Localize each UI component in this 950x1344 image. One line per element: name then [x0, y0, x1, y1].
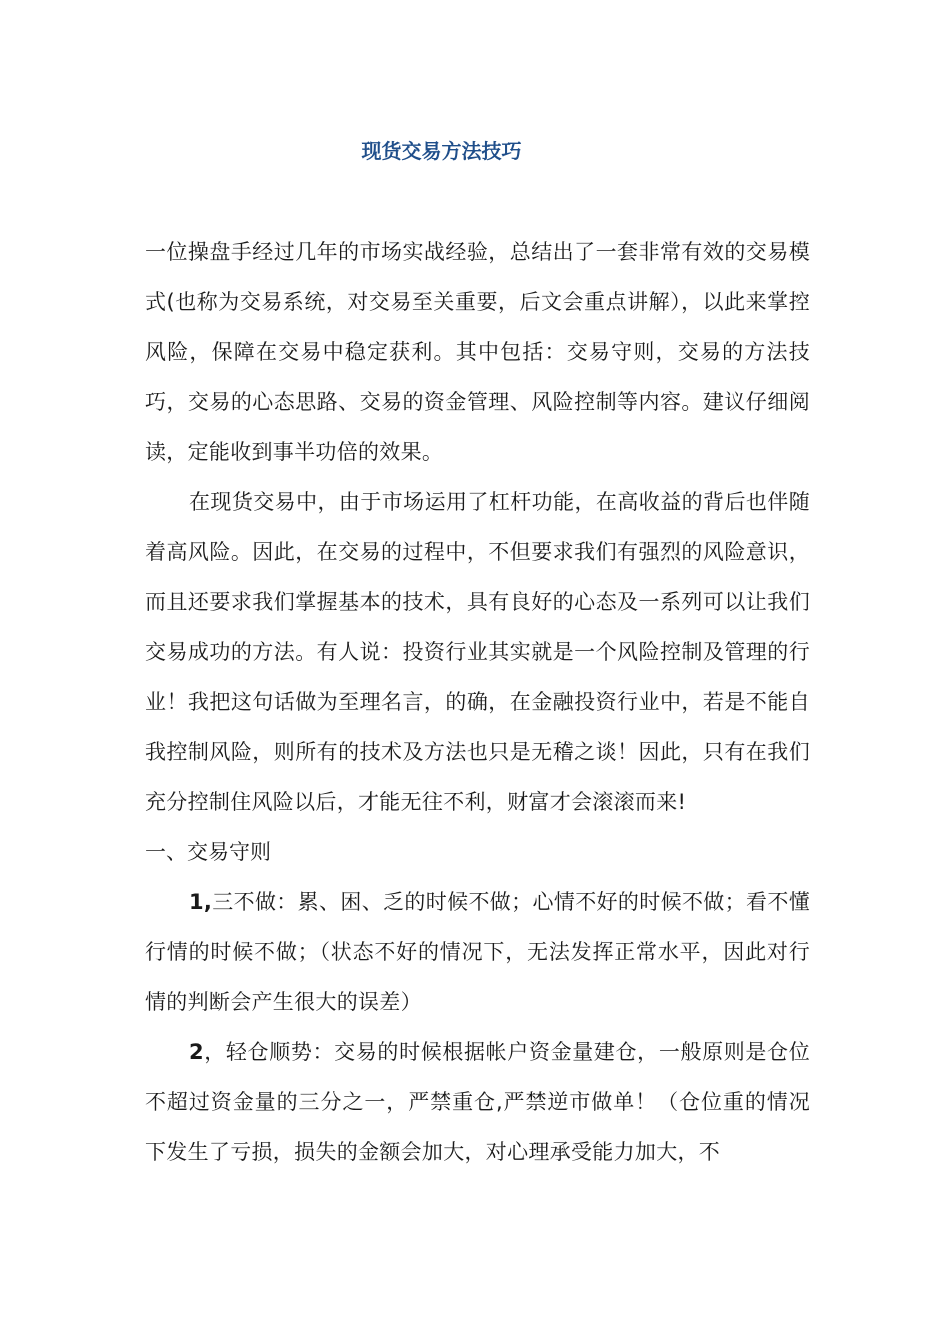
intro-paragraph: 一位操盘手经过几年的市场实战经验，总结出了一套非常有效的交易模式(也称为交易系统，对交易至关重要，后文会重点讲解），以此来掌控风险，保障在交易中稳定获利。其中包括：交易守则，交易的方法技巧，交易的心态思路、交易的资金管理、风险控制等内容。建议仔细阅读，定能收到事半功倍的效果。 [145, 240, 810, 464]
rule-1-paragraph [145, 877, 810, 1027]
rule-1-number: 1, [189, 890, 213, 914]
document-body [145, 227, 810, 1177]
document-title: 现货交易方法技巧 [361, 139, 522, 163]
rule-1-text: 三不做：累、困、乏的时候不做；心情不好的时候不做；看不懂行情的时候不做；（状态不好的情况下，无法发挥正常水平，因此对行情的判断会产生很大的误差） [145, 890, 810, 1014]
rule-2-paragraph [145, 1027, 810, 1177]
risk-paragraph: 在现货交易中，由于市场运用了杠杆功能，在高收益的背后也伴随着高风险。因此，在交易的过程中，不但要求我们有强烈的风险意识，而且还要求我们掌握基本的技术，具有良好的心态及一系列可以让我们交易成功的方法。有人说：投资行业其实就是一个风险控制及管理的行业！我把这句话做为至理名言，的确，在金融投资行业中，若是不能自我控制风险，则所有的技术及方法也只是无稽之谈！因此，只有在我们充分控制住风险以后，才能无往不利，财富才会滚滚而来! [145, 490, 810, 814]
section-heading: 一、交易守则 [145, 840, 271, 864]
rule-2-number: 2 [189, 1040, 204, 1064]
rule-2-text: ，轻仓顺势：交易的时候根据帐户资金量建仓，一般原则是仓位不超过资金量的三分之一，严禁重仓,严禁逆市做单！（仓位重的情况下发生了亏损，损失的金额会加大，对心理承受能力加大，不 [145, 1040, 810, 1164]
